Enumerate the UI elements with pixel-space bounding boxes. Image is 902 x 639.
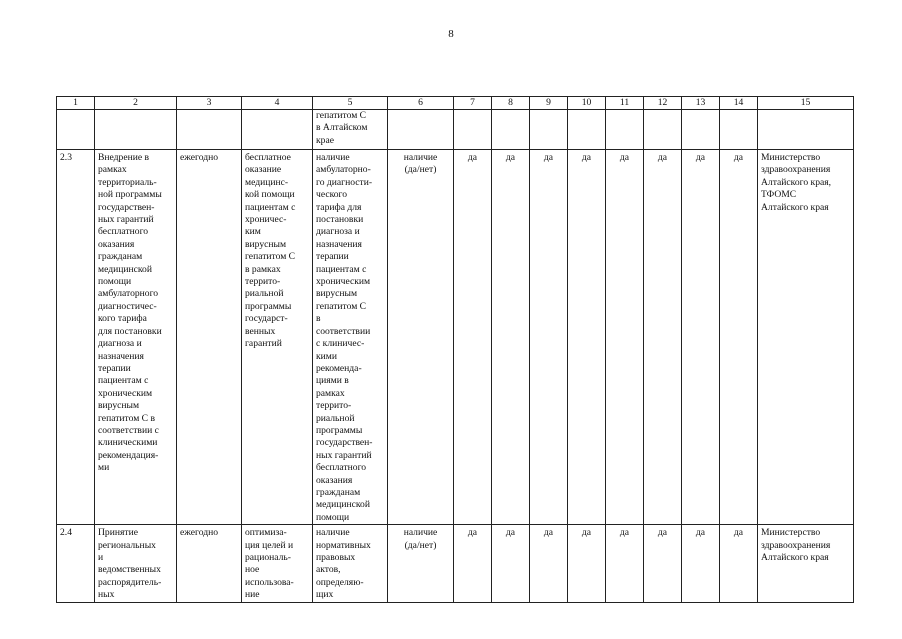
year-value: да: [606, 525, 644, 602]
col-header: 12: [644, 97, 682, 110]
col-header: 4: [242, 97, 313, 110]
table-cell: [177, 110, 242, 150]
measures-table: [56, 96, 854, 603]
measure-name: Принятие региональных и ведомственных распорядитель- ных: [95, 525, 177, 602]
col-header: 9: [530, 97, 568, 110]
table-cell: [454, 110, 492, 150]
year-value: да: [606, 150, 644, 525]
col-header: 3: [177, 97, 242, 110]
col-header: 1: [57, 97, 95, 110]
year-value: да: [720, 150, 758, 525]
expected-result: оптимиза- ция целей и рациональ- ное использова- ние: [242, 525, 313, 602]
table-cell: [720, 110, 758, 150]
table-cell: [388, 110, 454, 150]
page-number: 8: [448, 28, 454, 40]
table-cell: [95, 110, 177, 150]
col-header: 10: [568, 97, 606, 110]
indicator: наличие нормативных правовых актов, определяю- щих: [313, 525, 388, 602]
indicator-unit: наличие (да/нет): [388, 150, 454, 525]
indicator-unit: наличие (да/нет): [388, 525, 454, 602]
col-header: 13: [682, 97, 720, 110]
table-cell: [644, 110, 682, 150]
period: ежегодно: [177, 150, 242, 525]
col-header: 8: [492, 97, 530, 110]
year-value: да: [720, 525, 758, 602]
year-value: да: [530, 150, 568, 525]
year-value: да: [454, 150, 492, 525]
table-cell: [682, 110, 720, 150]
year-value: да: [644, 525, 682, 602]
table-cell: гепатитом С в Алтайском крае: [313, 110, 388, 150]
col-header: 15: [758, 97, 854, 110]
year-value: да: [682, 150, 720, 525]
measure-name: Внедрение в рамках территориаль- ной программы государствен- ных гарантий бесплатного оказания гражданам медицинской помощи амбулаторного диагностичес- кого тарифа для постановки диагноза и назначения терапии пациентам с хроническим вирусным гепатитом С в соответствии с клиническими рекомендация- ми: [95, 150, 177, 525]
year-value: да: [568, 525, 606, 602]
header-row: [57, 97, 854, 110]
col-header: 2: [95, 97, 177, 110]
table-cell: [530, 110, 568, 150]
year-value: да: [682, 525, 720, 602]
year-value: да: [492, 150, 530, 525]
col-header: 11: [606, 97, 644, 110]
col-header: 6: [388, 97, 454, 110]
table-row: [57, 110, 854, 150]
table-cell: [242, 110, 313, 150]
expected-result: бесплатное оказание медицинс- кой помощи пациентам с хроничес- ким вирусным гепатитом С в рамках террито- риальной программы государст- венных гарантий: [242, 150, 313, 525]
table-cell: [57, 110, 95, 150]
table-cell: [606, 110, 644, 150]
col-header: 5: [313, 97, 388, 110]
item-number: 2.3: [57, 150, 95, 525]
table-cell: [492, 110, 530, 150]
item-number: 2.4: [57, 525, 95, 602]
year-value: да: [530, 525, 568, 602]
col-header: 14: [720, 97, 758, 110]
responsible: Министерство здравоохранения Алтайского края, ТФОМС Алтайского края: [758, 150, 854, 525]
year-value: да: [568, 150, 606, 525]
table-row: [57, 525, 854, 602]
responsible: Министерство здравоохранения Алтайского края: [758, 525, 854, 602]
table-cell: [758, 110, 854, 150]
table-cell: [568, 110, 606, 150]
indicator: наличие амбулаторно- го диагности- ческого тарифа для постановки диагноза и назначения терапии пациентам с хроническим вирусным гепатитом С в соответствии с клиничес- кими рекоменда- циями в рамках террито- риальной программы государствен- ных гарантий бесплатного оказания гражданам медицинской помощи: [313, 150, 388, 525]
year-value: да: [454, 525, 492, 602]
period: ежегодно: [177, 525, 242, 602]
year-value: да: [492, 525, 530, 602]
year-value: да: [644, 150, 682, 525]
col-header: 7: [454, 97, 492, 110]
table-row: [57, 150, 854, 525]
